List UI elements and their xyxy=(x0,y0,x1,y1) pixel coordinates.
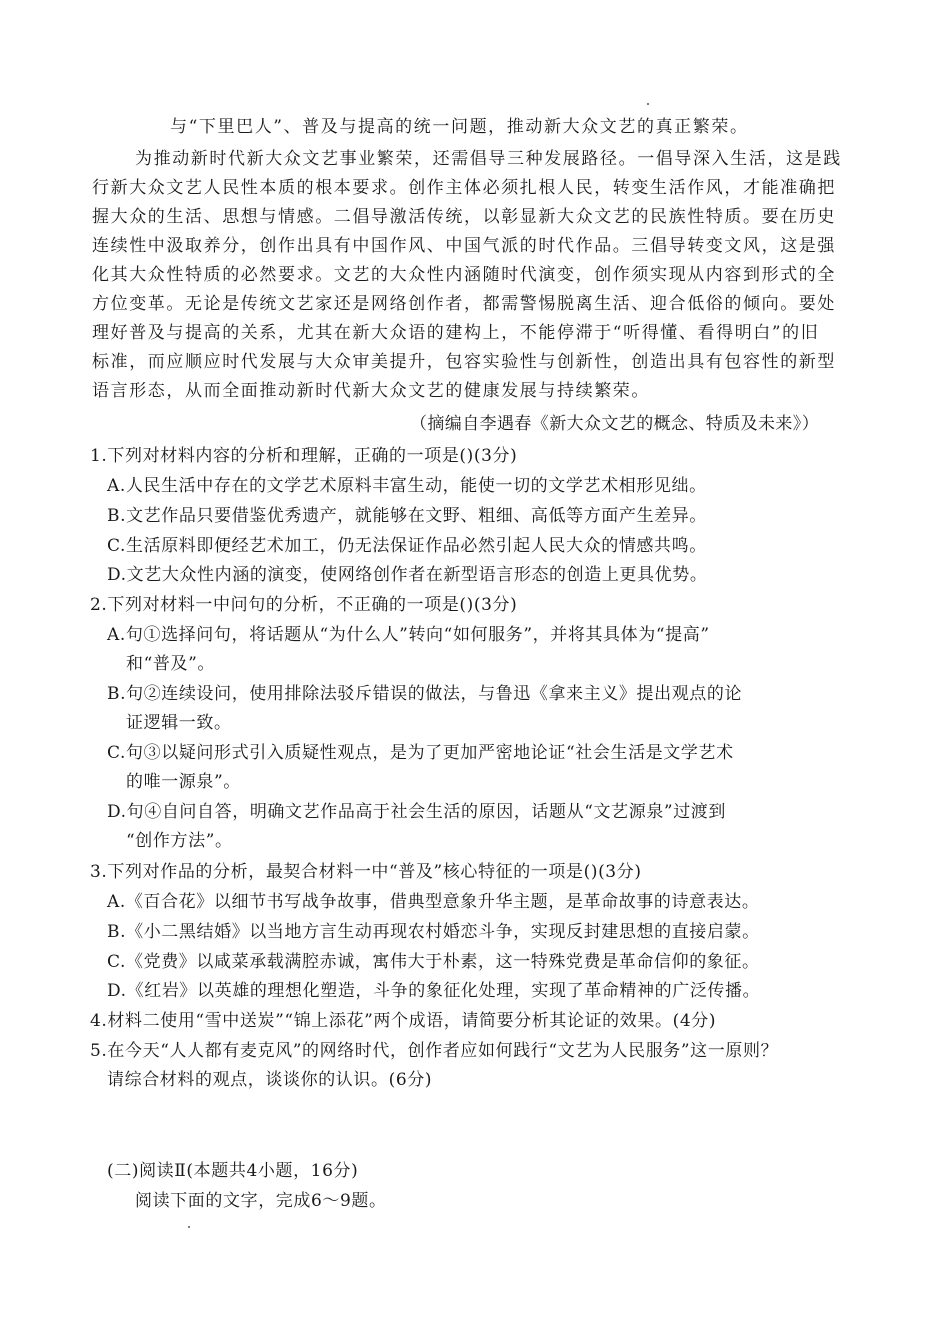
question-5-stem: 5.在今天“人人都有麦克风”的网络时代，创作者应如何践行“文艺为人民服务”这一原则？ xyxy=(90,1041,779,1061)
passage-paragraph-line: 握大众的生活、思想与情感。二倡导激活传统，以彰显新大众文艺的民族性特质。要在历史 xyxy=(92,207,836,227)
question-1-option-b: B.文艺作品只要借鉴优秀遗产，就能够在文野、粗细、高低等方面产生差异。 xyxy=(107,506,707,526)
passage-paragraph-line: 标准，而应顺应时代发展与大众审美提升，包容实验性与创新性，创造出具有包容性的新型 xyxy=(92,352,836,372)
passage-paragraph-line: 行新大众文艺人民性本质的根本要求。创作主体必须扎根人民，转变生活作风，才能准确把 xyxy=(92,178,836,198)
section-instruction: 阅读下面的文字，完成6～9题。 xyxy=(135,1191,387,1211)
question-2-option-a-continued: 和“普及”。 xyxy=(126,654,215,674)
passage-paragraph-line: 连续性中汲取养分，创作出具有中国作风、中国气派的时代作品。三倡导转变文风，这是强 xyxy=(92,236,836,256)
passage-source-citation: （摘编自李遇春《新大众文艺的概念、特质及未来》） xyxy=(410,414,820,434)
question-3-option-a: A.《百合花》以细节书写战争故事，借典型意象升华主题，是革命故事的诗意表达。 xyxy=(107,892,760,912)
question-2-option-c-continued: 的唯一源泉”。 xyxy=(126,772,241,792)
passage-continuation-line: 与“下里巴人”、普及与提高的统一问题，推动新大众文艺的真正繁荣。 xyxy=(170,117,749,137)
scan-speck xyxy=(647,103,649,105)
scan-speck xyxy=(188,1226,190,1228)
section-header: (二)阅读Ⅱ(本题共4小题，16分) xyxy=(107,1161,359,1181)
question-2-stem: 2.下列对材料一中问句的分析，不正确的一项是()(3分) xyxy=(90,595,518,615)
passage-paragraph-line: 方位变革。无论是传统文艺家还是网络创作者，都需警惕脱离生活、迎合低俗的倾向。要处 xyxy=(92,294,836,314)
question-2-option-b-continued: 证逻辑一致。 xyxy=(126,713,232,733)
question-3-option-d: D.《红岩》以英雄的理想化塑造，斗争的象征化处理，实现了革命精神的广泛传播。 xyxy=(107,981,761,1001)
question-1-stem: 1.下列对材料内容的分析和理解，正确的一项是()(3分) xyxy=(90,446,518,466)
question-1-option-c: C.生活原料即便经艺术加工，仍无法保证作品必然引起人民大众的情感共鸣。 xyxy=(107,536,707,556)
question-3-option-c: C.《党费》以咸菜承载满腔赤诚，寓伟大于朴素，这一特殊党费是革命信仰的象征。 xyxy=(107,952,760,972)
question-1-option-a: A.人民生活中存在的文学艺术原料丰富生动，能使一切的文学艺术相形见绌。 xyxy=(107,476,707,496)
question-3-option-b: B.《小二黑结婚》以当地方言生动再现农村婚恋斗争，实现反封建思想的直接启蒙。 xyxy=(107,922,760,942)
question-2-option-d: D.句④自问自答，明确文艺作品高于社会生活的原因，话题从“文艺源泉”过渡到 xyxy=(107,802,727,822)
question-2-option-d-continued: “创作方法”。 xyxy=(126,831,233,851)
passage-paragraph-line: 语言形态，从而全面推动新时代新大众文艺的健康发展与持续繁荣。 xyxy=(92,381,650,401)
passage-paragraph-line: 化其大众性特质的必然要求。文艺的大众性内涵随时代演变，创作须实现从内容到形式的全 xyxy=(92,265,836,285)
question-2-option-b: B.句②连续设问，使用排除法驳斥错误的做法，与鲁迅《拿来主义》提出观点的论 xyxy=(107,684,743,704)
question-5-stem-continued: 请综合材料的观点，谈谈你的认识。(6分) xyxy=(107,1070,433,1090)
question-4-stem: 4.材料二使用“雪中送炭”“锦上添花”两个成语，请简要分析其论证的效果。(4分) xyxy=(90,1011,717,1031)
question-2-option-c: C.句③以疑问形式引入质疑性观点，是为了更加严密地论证“社会生活是文学艺术 xyxy=(107,743,734,763)
passage-paragraph-line: 为推动新时代新大众文艺事业繁荣，还需倡导三种发展路径。一倡导深入生活，这是践 xyxy=(135,149,842,169)
passage-paragraph-line: 理好普及与提高的关系，尤其在新大众语的建构上，不能停滞于“听得懂、看得明白”的旧 xyxy=(92,323,820,343)
question-2-option-a: A.句①选择问句，将话题从“为什么人”转向“如何服务”，并将其具体为“提高” xyxy=(107,625,710,645)
question-1-option-d: D.文艺大众性内涵的演变，使网络创作者在新型语言形态的创造上更具优势。 xyxy=(107,565,708,585)
question-3-stem: 3.下列对作品的分析，最契合材料一中“普及”核心特征的一项是()(3分) xyxy=(90,862,642,882)
